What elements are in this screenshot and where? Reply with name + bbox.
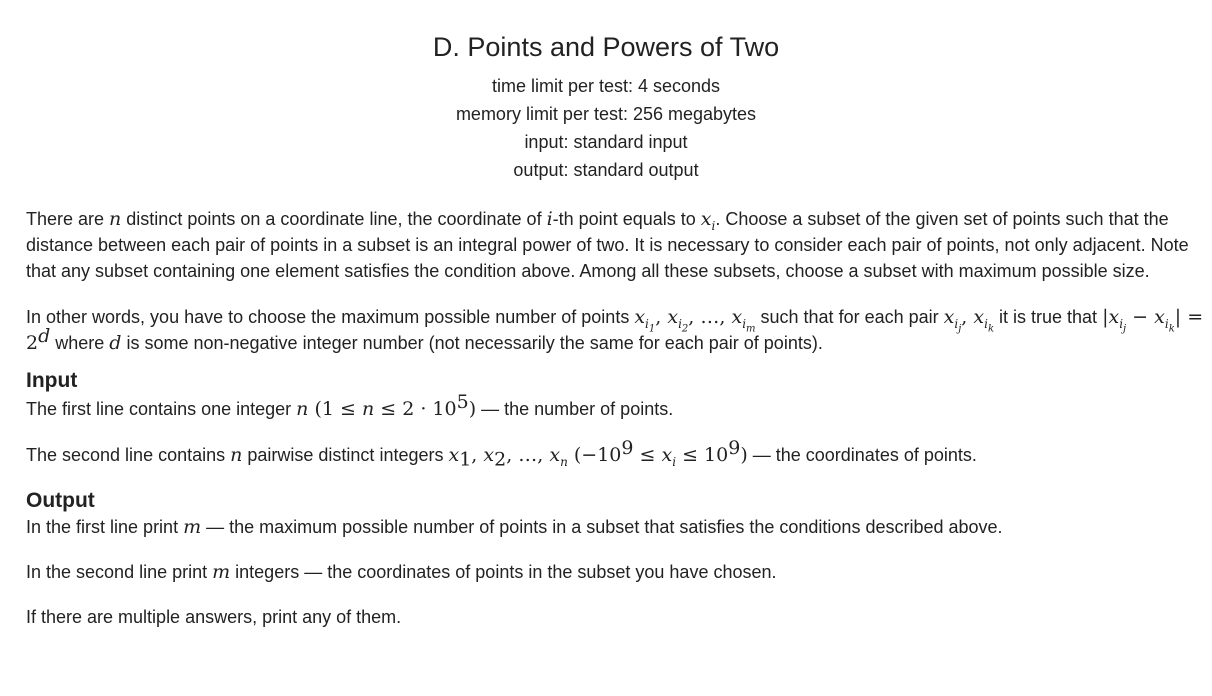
input-specification (26, 368, 1206, 471)
legend-paragraph-1: There are n distinct points on a coordinate line, the coordinate of i-th point equals to $x_i$. Choose a subset of the given set of points such that the distance between each pair of points in a subset is an integral power of two. It is necessary to consider each pair of points, not only adjacent. Note that any subset containing one element satisfies the condition above. Among all these subsets, choose a subset with maximum possible size. (26, 208, 1189, 281)
input-line-1: The first line contains one integer n $(1 \le n \le 2 \cdot 10^5)$ — the number of points. (26, 391, 674, 420)
output-line-1: In the first line print m — the maximum possible number of points in a subset that satisfies the conditions described above. (26, 516, 1003, 538)
output-line-3: If there are multiple answers, print any of them. (26, 607, 402, 627)
time-limit: time limit per test: 4 seconds (491, 76, 721, 96)
output-line-2: In the second line print m integers — the coordinates of points in the subset you have chosen. (26, 561, 777, 583)
output-specification (26, 488, 1206, 630)
output-section-title: Output (26, 489, 95, 512)
memory-limit: memory limit per test: 256 megabytes (455, 104, 757, 124)
output-file: output: standard output (513, 160, 699, 180)
problem-title: D. Points and Powers of Two (432, 32, 780, 62)
problem-header (0, 0, 1212, 184)
legend-paragraph-2: In other words, you have to choose the maximum possible number of points $x_{i_1}$, $x_{i_2}$, …, $x_{i_m}$ such that for each pair $x_{i_j}$, $x_{i_k}$ it is true that $|x_{i_j} - x_{i_k}| = 2^d$ where d is some non-negative integer number (not necessarily the same for each pair of points). (26, 306, 1204, 354)
problem-statement (26, 206, 1206, 630)
input-line-2: The second line contains n pairwise distinct integers $x_1$, $x_2$, …, $x_n$ $(-10^9 \le x_i \le 10^9)$ — the coordinates of points. (26, 437, 977, 471)
legend (26, 206, 1206, 356)
input-file: input: standard input (524, 132, 688, 152)
input-section-title: Input (26, 369, 78, 392)
